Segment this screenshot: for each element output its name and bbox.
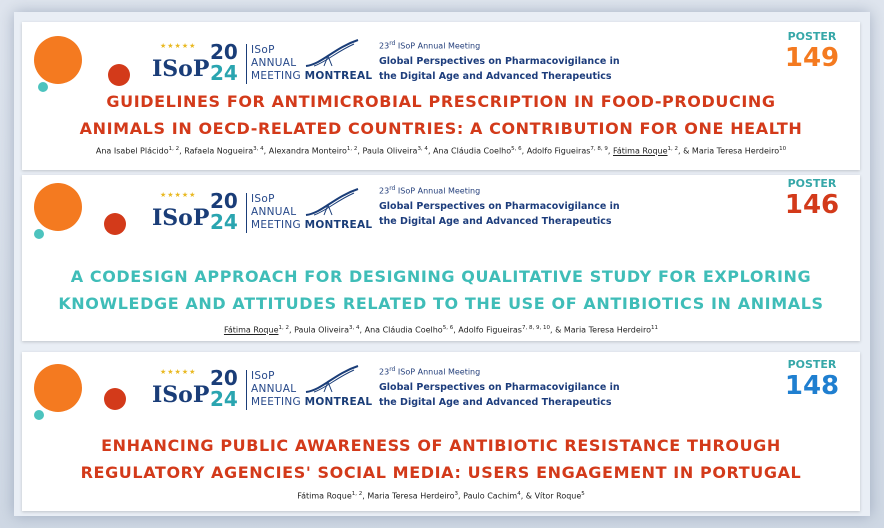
poster-number-block [782, 358, 842, 401]
author-separator: , [357, 146, 363, 156]
author-name: Adolfo Figueiras [526, 146, 591, 156]
poster-label: POSTER [787, 30, 837, 43]
year-mark: 20 24 [210, 189, 238, 234]
isop-2024-logo [150, 364, 400, 414]
poster-banner-146 [22, 175, 860, 341]
author-list [22, 146, 860, 156]
author-separator: , & [678, 146, 692, 156]
poster-number: 149 [784, 43, 840, 73]
poster-number-block [782, 177, 842, 220]
poster-title: GUIDELINES FOR ANTIMICROBIAL PRESCRIPTION IN FOOD-PRODUCING ANIMALS IN OECD-RELATED COUNTRIES: A CONTRIBUTION FOR ONE HEALTH [79, 92, 803, 138]
isop-logo-mark [150, 368, 210, 412]
author-affiliation: 1, 2 [278, 325, 289, 331]
orange-circle-decoration [34, 183, 82, 231]
author-affiliation: 5 [581, 491, 585, 497]
author-separator: , & [520, 491, 535, 501]
author-affiliation: 1, 2 [346, 146, 358, 152]
author-name: Vítor Roque [534, 491, 582, 501]
isop-logo-text: ISoP [152, 56, 210, 82]
author-separator: , & [549, 325, 564, 335]
author-name: Ana Cláudia Coelho [433, 146, 512, 156]
isop-2024-logo [150, 38, 400, 88]
isop-logo-text: ISoP [152, 382, 210, 408]
author-name: Fátima Roque [223, 325, 279, 335]
author-name: Ana Cláudia Coelho [364, 325, 443, 335]
montreal-bridge-icon [304, 187, 360, 217]
author-name: Maria Teresa Herdeiro [563, 325, 652, 335]
isop-2024-logo [150, 187, 400, 237]
montreal-bridge-icon [304, 364, 360, 394]
author-name: Maria Teresa Herdeiro [367, 491, 455, 501]
author-affiliation: 5, 6 [511, 146, 522, 152]
author-name: Paula Oliveira [362, 146, 418, 156]
author-separator: , [453, 325, 459, 335]
author-name: Rafaela Nogueira [184, 146, 254, 156]
isop-logo-mark [150, 191, 210, 235]
author-separator: , [607, 146, 614, 156]
meeting-info: 23rd ISoP Annual Meeting Global Perspectives on Pharmacovigilance in the Digital Age and Advanced Therapeutics [379, 185, 620, 227]
author-name: Paula Oliveira [294, 325, 349, 335]
red-circle-decoration [108, 64, 130, 86]
author-affiliation: 3 [454, 491, 459, 497]
author-affiliation: 3, 4 [253, 146, 264, 152]
author-name: Alexandra Monteiro [268, 146, 347, 156]
poster-label: POSTER [787, 177, 837, 190]
meeting-montreal-text: ISoP ANNUAL MEETING MONTREAL [251, 370, 373, 408]
author-separator: , [362, 491, 368, 501]
logo-divider [246, 370, 247, 410]
meeting-info: 23rd ISoP Annual Meeting Global Perspectives on Pharmacovigilance in the Digital Age and Advanced Therapeutics [379, 40, 620, 82]
author-name: Fátima Roque [613, 146, 668, 156]
stars-icon: ★★★★★ [160, 42, 197, 50]
author-affiliation: 7, 8, 9, 10 [521, 325, 550, 331]
poster-number-block [782, 30, 842, 73]
logo-divider [246, 44, 247, 84]
author-list [22, 491, 860, 501]
montreal-bridge-icon [304, 38, 360, 68]
author-name: Ana Isabel Plácido [95, 146, 169, 156]
author-affiliation: 4 [517, 491, 521, 497]
author-name: Paulo Cachim [463, 491, 518, 501]
author-affiliation: 1, 2 [667, 146, 679, 152]
poster-title: A CODESIGN APPROACH FOR DESIGNING QUALITATIVE STUDY FOR EXPLORING KNOWLEDGE AND ATTITUDES RELATED TO THE USE OF ANTIBIOTICS IN ANIMALS [58, 267, 824, 313]
author-list [22, 325, 860, 335]
author-separator: , [179, 146, 185, 156]
orange-circle-decoration [34, 36, 82, 84]
author-separator: , [288, 325, 295, 335]
meeting-info: 23rd ISoP Annual Meeting Global Perspectives on Pharmacovigilance in the Digital Age and Advanced Therapeutics [379, 366, 620, 408]
author-affiliation: 10 [779, 146, 787, 152]
author-affiliation: 7, 8, 9 [590, 146, 608, 152]
author-name: Maria Teresa Herdeiro [691, 146, 780, 156]
author-separator: , [263, 146, 269, 156]
poster-number: 146 [784, 190, 840, 220]
isop-logo-mark [150, 42, 210, 86]
meeting-montreal-text: ISoP ANNUAL MEETING MONTREAL [251, 44, 373, 82]
poster-label: POSTER [787, 358, 837, 371]
author-separator: , [359, 325, 365, 335]
meeting-montreal-text: ISoP ANNUAL MEETING MONTREAL [251, 193, 373, 231]
author-name: Fátima Roque [297, 491, 352, 501]
logo-divider [246, 193, 247, 233]
red-circle-decoration [104, 213, 126, 235]
stars-icon: ★★★★★ [160, 191, 197, 199]
author-separator: , [521, 146, 527, 156]
poster-banner-148 [22, 352, 860, 511]
author-separator: , [427, 146, 434, 156]
year-mark: 20 24 [210, 366, 238, 411]
author-affiliation: 5, 6 [442, 325, 454, 331]
poster-banner-149 [22, 22, 860, 170]
year-mark: 20 24 [210, 40, 238, 85]
author-affiliation: 3, 4 [417, 146, 428, 152]
red-circle-decoration [104, 388, 126, 410]
isop-logo-text: ISoP [152, 205, 210, 231]
teal-circle-decoration [34, 229, 44, 239]
author-affiliation: 1, 2 [168, 146, 180, 152]
author-affiliation: 11 [651, 325, 659, 331]
orange-circle-decoration [34, 364, 82, 412]
teal-circle-decoration [34, 410, 44, 420]
author-separator: , [458, 491, 464, 501]
poster-title: ENHANCING PUBLIC AWARENESS OF ANTIBIOTIC RESISTANCE THROUGH REGULATORY AGENCIES' SOCIAL MEDIA: USERS ENGAGEMENT IN PORTUGAL [80, 436, 802, 482]
author-name: Adolfo Figueiras [458, 325, 522, 335]
stars-icon: ★★★★★ [160, 368, 197, 376]
author-affiliation: 3, 4 [349, 325, 360, 331]
author-affiliation: 1, 2 [351, 491, 363, 497]
poster-number: 148 [784, 371, 840, 401]
